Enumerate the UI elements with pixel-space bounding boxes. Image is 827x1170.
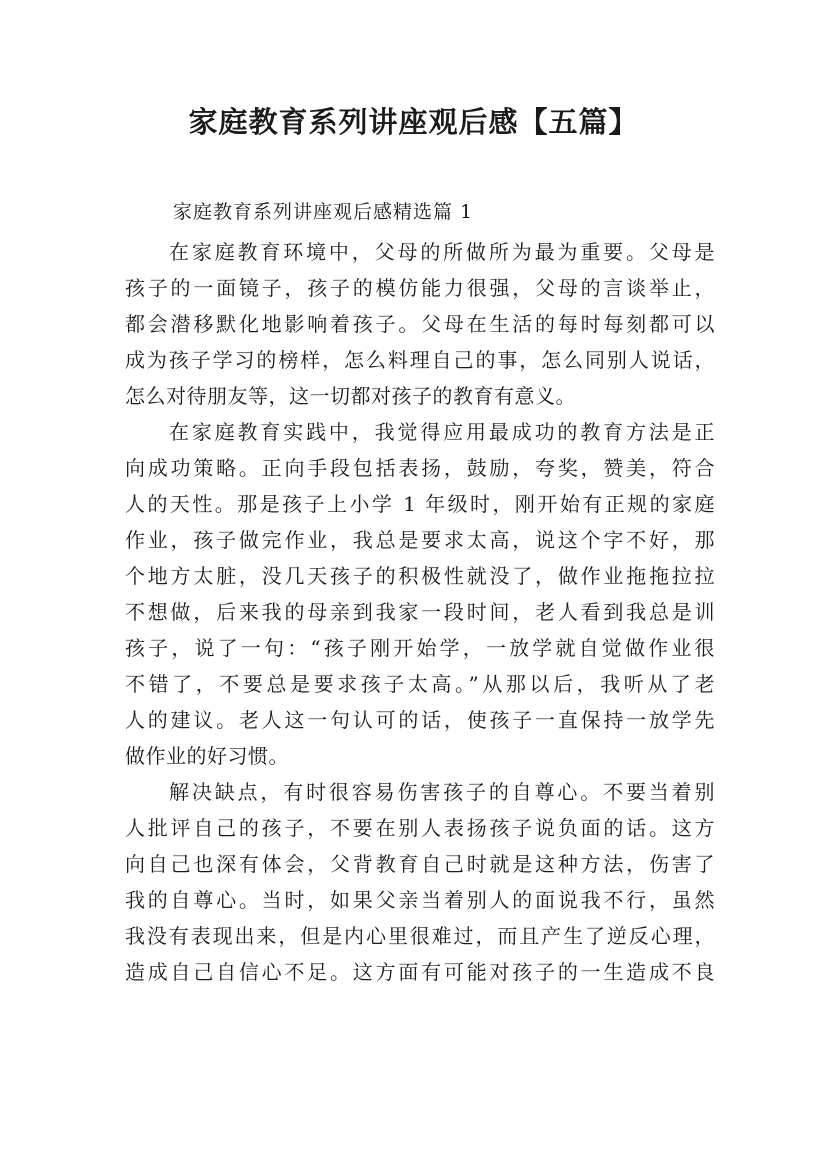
document-body: [125, 234, 715, 990]
paragraph-line: 向成功策略。正向手段包括表扬，鼓励，夸奖，赞美，符合: [125, 456, 715, 480]
paragraph-line: 做作业的好习惯。: [125, 744, 289, 768]
paragraph-line: 都会潜移默化地影响着孩子。父母在生活的每时每刻都可以: [125, 312, 715, 336]
paragraph-line: 在家庭教育实践中，我觉得应用最成功的教育方法是正: [169, 420, 715, 444]
paragraph-line: 在家庭教育环境中，父母的所做所为最为重要。父母是: [169, 240, 715, 264]
document-title: 家庭教育系列讲座观后感【五篇】: [188, 105, 639, 139]
paragraph-line: 成为孩子学习的榜样，怎么料理自己的事，怎么同别人说话，: [125, 348, 715, 372]
paragraph-line: 我的自尊心。当时，如果父亲当着别人的面说我不行，虽然: [125, 888, 715, 912]
paragraph-line: 向自己也深有体会，父背教育自己时就是这种方法，伤害了: [125, 852, 715, 876]
paragraph-line: 解决缺点，有时很容易伤害孩子的自尊心。不要当着别: [169, 780, 715, 804]
paragraph-line: 孩子的一面镜子，孩子的模仿能力很强，父母的言谈举止，: [125, 276, 715, 300]
paragraph-line: 作业，孩子做完作业，我总是要求太高，说这个字不好，那: [125, 528, 715, 552]
paragraph-line: 人的天性。那是孩子上小学 1 年级时，刚开始有正规的家庭: [125, 492, 715, 516]
paragraph-3: [125, 774, 715, 990]
paragraph-line: 不错了，不要总是要求孩子太高。”从那以后，我听从了老: [125, 672, 715, 696]
paragraph-line: 人的建议。老人这一句认可的话，使孩子一直保持一放学先: [125, 708, 715, 732]
paragraph-line: 孩子，说了一句：“孩子刚开始学，一放学就自觉做作业很: [125, 636, 715, 660]
paragraph-line: 我没有表现出来，但是内心里很难过，而且产生了逆反心理，: [125, 924, 715, 948]
paragraph-line: 怎么对待朋友等，这一切都对孩子的教育有意义。: [125, 384, 576, 408]
paragraph-1: [125, 234, 715, 414]
paragraph-2: [125, 414, 715, 774]
paragraph-line: 个地方太脏，没几天孩子的积极性就没了，做作业拖拖拉拉: [125, 564, 715, 588]
paragraph-line: 造成自己自信心不足。这方面有可能对孩子的一生造成不良: [125, 960, 715, 984]
paragraph-line: 人批评自己的孩子，不要在别人表扬孩子说负面的话。这方: [125, 816, 715, 840]
section-subtitle: 家庭教育系列讲座观后感精选篇 1: [173, 201, 474, 223]
paragraph-line: 不想做，后来我的母亲到我家一段时间，老人看到我总是训: [125, 600, 715, 624]
